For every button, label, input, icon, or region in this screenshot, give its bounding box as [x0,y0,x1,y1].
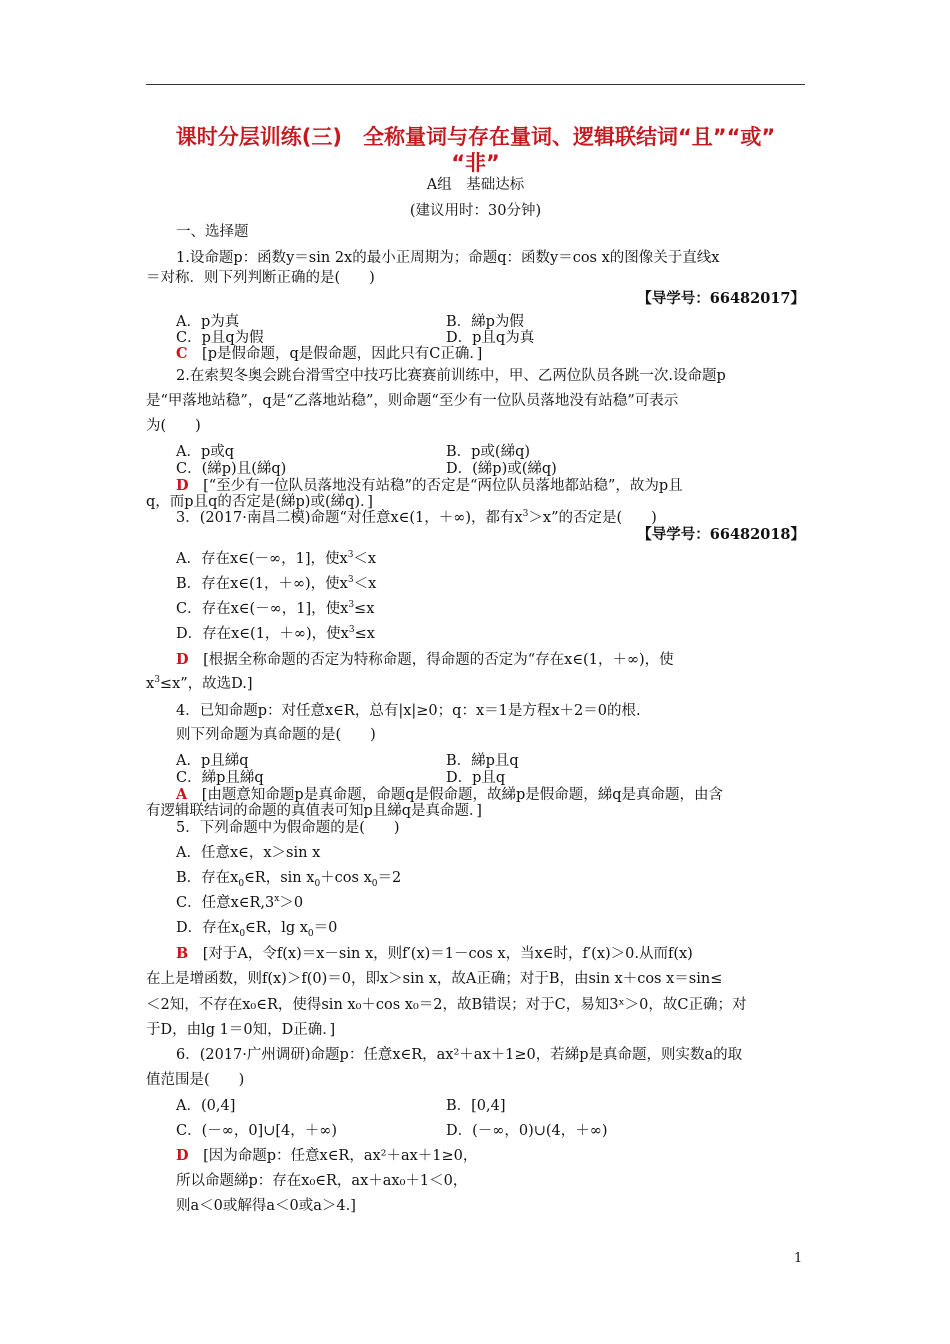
q2-option-c: C．(綈p)且(綈q) [176,461,287,477]
group-heading: A组 基础达标 [426,177,525,193]
q3-stem: 3．(2017·南昌二模)命题“对任意x∈(1，＋∞)，都有$x^3>x$”的否定是( ) [176,509,657,526]
q2-option-a: A．p或q [176,444,235,460]
q3-explanation-1: [根据全称命题的否定为特称命题，得命题的否定为“存在x∈(1，＋∞)，使 [188,652,674,668]
q5-option-d: D．存在$x_0\in R$，$\lg x_0=0$ [176,920,338,939]
q2-stem-2: 是“甲落地站稳”，q是“乙落地站稳”，则命题“至少有一位队员落地没有站稳”可表示 [146,393,679,409]
q6-explanation-3: 则a＜0或解得a＜0或a＞4.] [176,1198,356,1214]
q5-explanation-1: [对于A，令f(x)＝x－sin x，则f′(x)＝1－cos x，当x∈时，f′(x)＞0.从而f(x) [188,946,693,962]
q4-option-c: C．綈p且綈q [176,770,264,786]
q2-stem-1: 2.在索契冬奥会跳台滑雪空中技巧比赛赛前训练中，甲、乙两位队员各跳一次.设命题p [176,368,726,384]
q6-option-a: A．(0,4] [176,1098,236,1114]
q4-stem-1: 4．已知命题p：对任意x∈R，总有|x|≥0；q：x＝1是方程x＋2＝0的根. [176,703,641,719]
q4-explanation-1: [由题意知命题p是真命题，命题q是假命题，故綈p是假命题，綈q是真命题，由含 [187,787,724,803]
q6-options-row-2 [146,1121,835,1141]
q6-explanation-1: [因为命题p：任意x∈R，ax²＋ax＋1≥0， [188,1148,478,1164]
q2-stem-3: 为( ) [146,418,201,434]
q6-answer-letter: D [176,1147,189,1164]
title-line-2: “非” [451,151,500,175]
q6-answer [146,1146,835,1166]
q1-option-a: A．p为真 [176,314,240,330]
q5-explanation-2: 在上是增函数，则f(x)＞f(0)＝0，即x＞sin x，故A正确；对于B，由sin x＋cos x＝sin≤ [146,971,723,987]
q1-answer [146,344,835,364]
q6-stem-1: 6．(2017·广州调研)命题p：任意x∈R，ax²＋ax＋1≥0，若綈p是真命题，则实数a的取 [176,1047,743,1063]
header-rule [146,84,805,85]
page-number: 1 [794,1251,803,1266]
q1-stem-1: 1.设命题p：函数y＝sin 2x的最小正周期为；命题q：函数y＝cos x的图像关于直线x [176,250,720,266]
q4-option-d: D．p且q [446,770,506,786]
q1-explanation: [p是假命题，q是假命题，因此只有C正确．] [187,346,483,362]
q6-option-b: B．[0,4] [446,1098,506,1114]
time-note: (建议用时：30分钟) [409,203,542,219]
q2-answer-letter: D [176,477,189,494]
section-heading: 一、选择题 [176,224,249,240]
q5-stem: 5．下列命题中为假命题的是( ) [176,820,400,836]
q1-answer-letter: C [176,345,188,362]
q2-option-b: B．p或(綈q) [446,444,531,460]
q5-answer [146,944,835,964]
q5-answer-letter: B [176,945,189,962]
page-title [146,124,805,176]
q6-explanation-2: 所以命题綈p：存在x₀∈R，ax＋ax₀＋1＜0， [176,1173,468,1189]
q4-option-a: A．p且綈q [176,753,249,769]
q5-explanation-3: ＜2知，不存在x₀∈R，使得sin x₀＋cos x₀＝2，故B错误；对于C，易知3ˣ＞0，故C正确；对 [146,997,747,1013]
q3-guide-number: 【导学号：66482018】 [637,526,805,543]
q6-options-row-1 [146,1096,835,1116]
q6-stem-2: 值范围是( ) [146,1072,245,1088]
q4-explanation-2: 有逻辑联结词的命题的真值表可知p且綈q是真命题．] [146,803,482,819]
q4-stem-2: 则下列命题为真命题的是( ) [176,727,376,743]
q3-option-c: C．存在x∈(－∞，1]，使$x^3\le x$ [176,600,375,617]
q1-option-c: C．p且q为假 [176,330,264,346]
q3-option-a: A．存在x∈(－∞，1]，使$x^3<x$ [176,550,377,567]
q6-option-c: C．(－∞，0]∪[4，＋∞) [176,1123,337,1139]
q2-explanation-2: q，而p且q的否定是(綈p)或(綈q)．] [146,494,373,510]
q4-option-b: B．綈p且q [446,753,519,769]
q3-explanation-2: $x^3\le x$”，故选D.] [146,675,253,692]
q5-explanation-4: 于D，由lg 1＝0知，D正确．] [146,1022,336,1038]
q5-option-c: C．任意$x\in R,3^x>0$ [176,894,304,911]
q2-option-d: D．(綈p)或(綈q) [446,461,557,477]
q1-option-b: B．綈p为假 [446,314,524,330]
q6-option-d: D．(－∞，0)∪(4，＋∞) [446,1123,608,1139]
title-line-1: 课时分层训练(三) 全称量词与存在量词、逻辑联结词“且”“或” [175,125,776,149]
q4-answer-letter: A [176,786,188,803]
q1-stem-2: ＝对称．则下列判断正确的是( ) [146,270,375,286]
q1-guide-number: 【导学号：66482017】 [637,290,805,307]
q5-option-b: B．存在$x_0\in R$，$\sin x_0+\cos$ $x_0=2$ [176,870,402,889]
q5-option-a: A．任意x∈，x＞sin x [176,845,321,861]
q3-option-d: D．存在x∈(1，＋∞)，使$x^3\le x$ [176,625,375,642]
q2-explanation-1: [“至少有一位队员落地没有站稳”的否定是“两位队员落地都站稳”，故为p且 [188,478,683,494]
q1-option-d: D．p且q为真 [446,330,535,346]
q3-answer [146,650,835,670]
q3-option-b: B．存在x∈(1，＋∞)，使$x^3<x$ [176,575,377,592]
q3-answer-letter: D [176,651,189,668]
